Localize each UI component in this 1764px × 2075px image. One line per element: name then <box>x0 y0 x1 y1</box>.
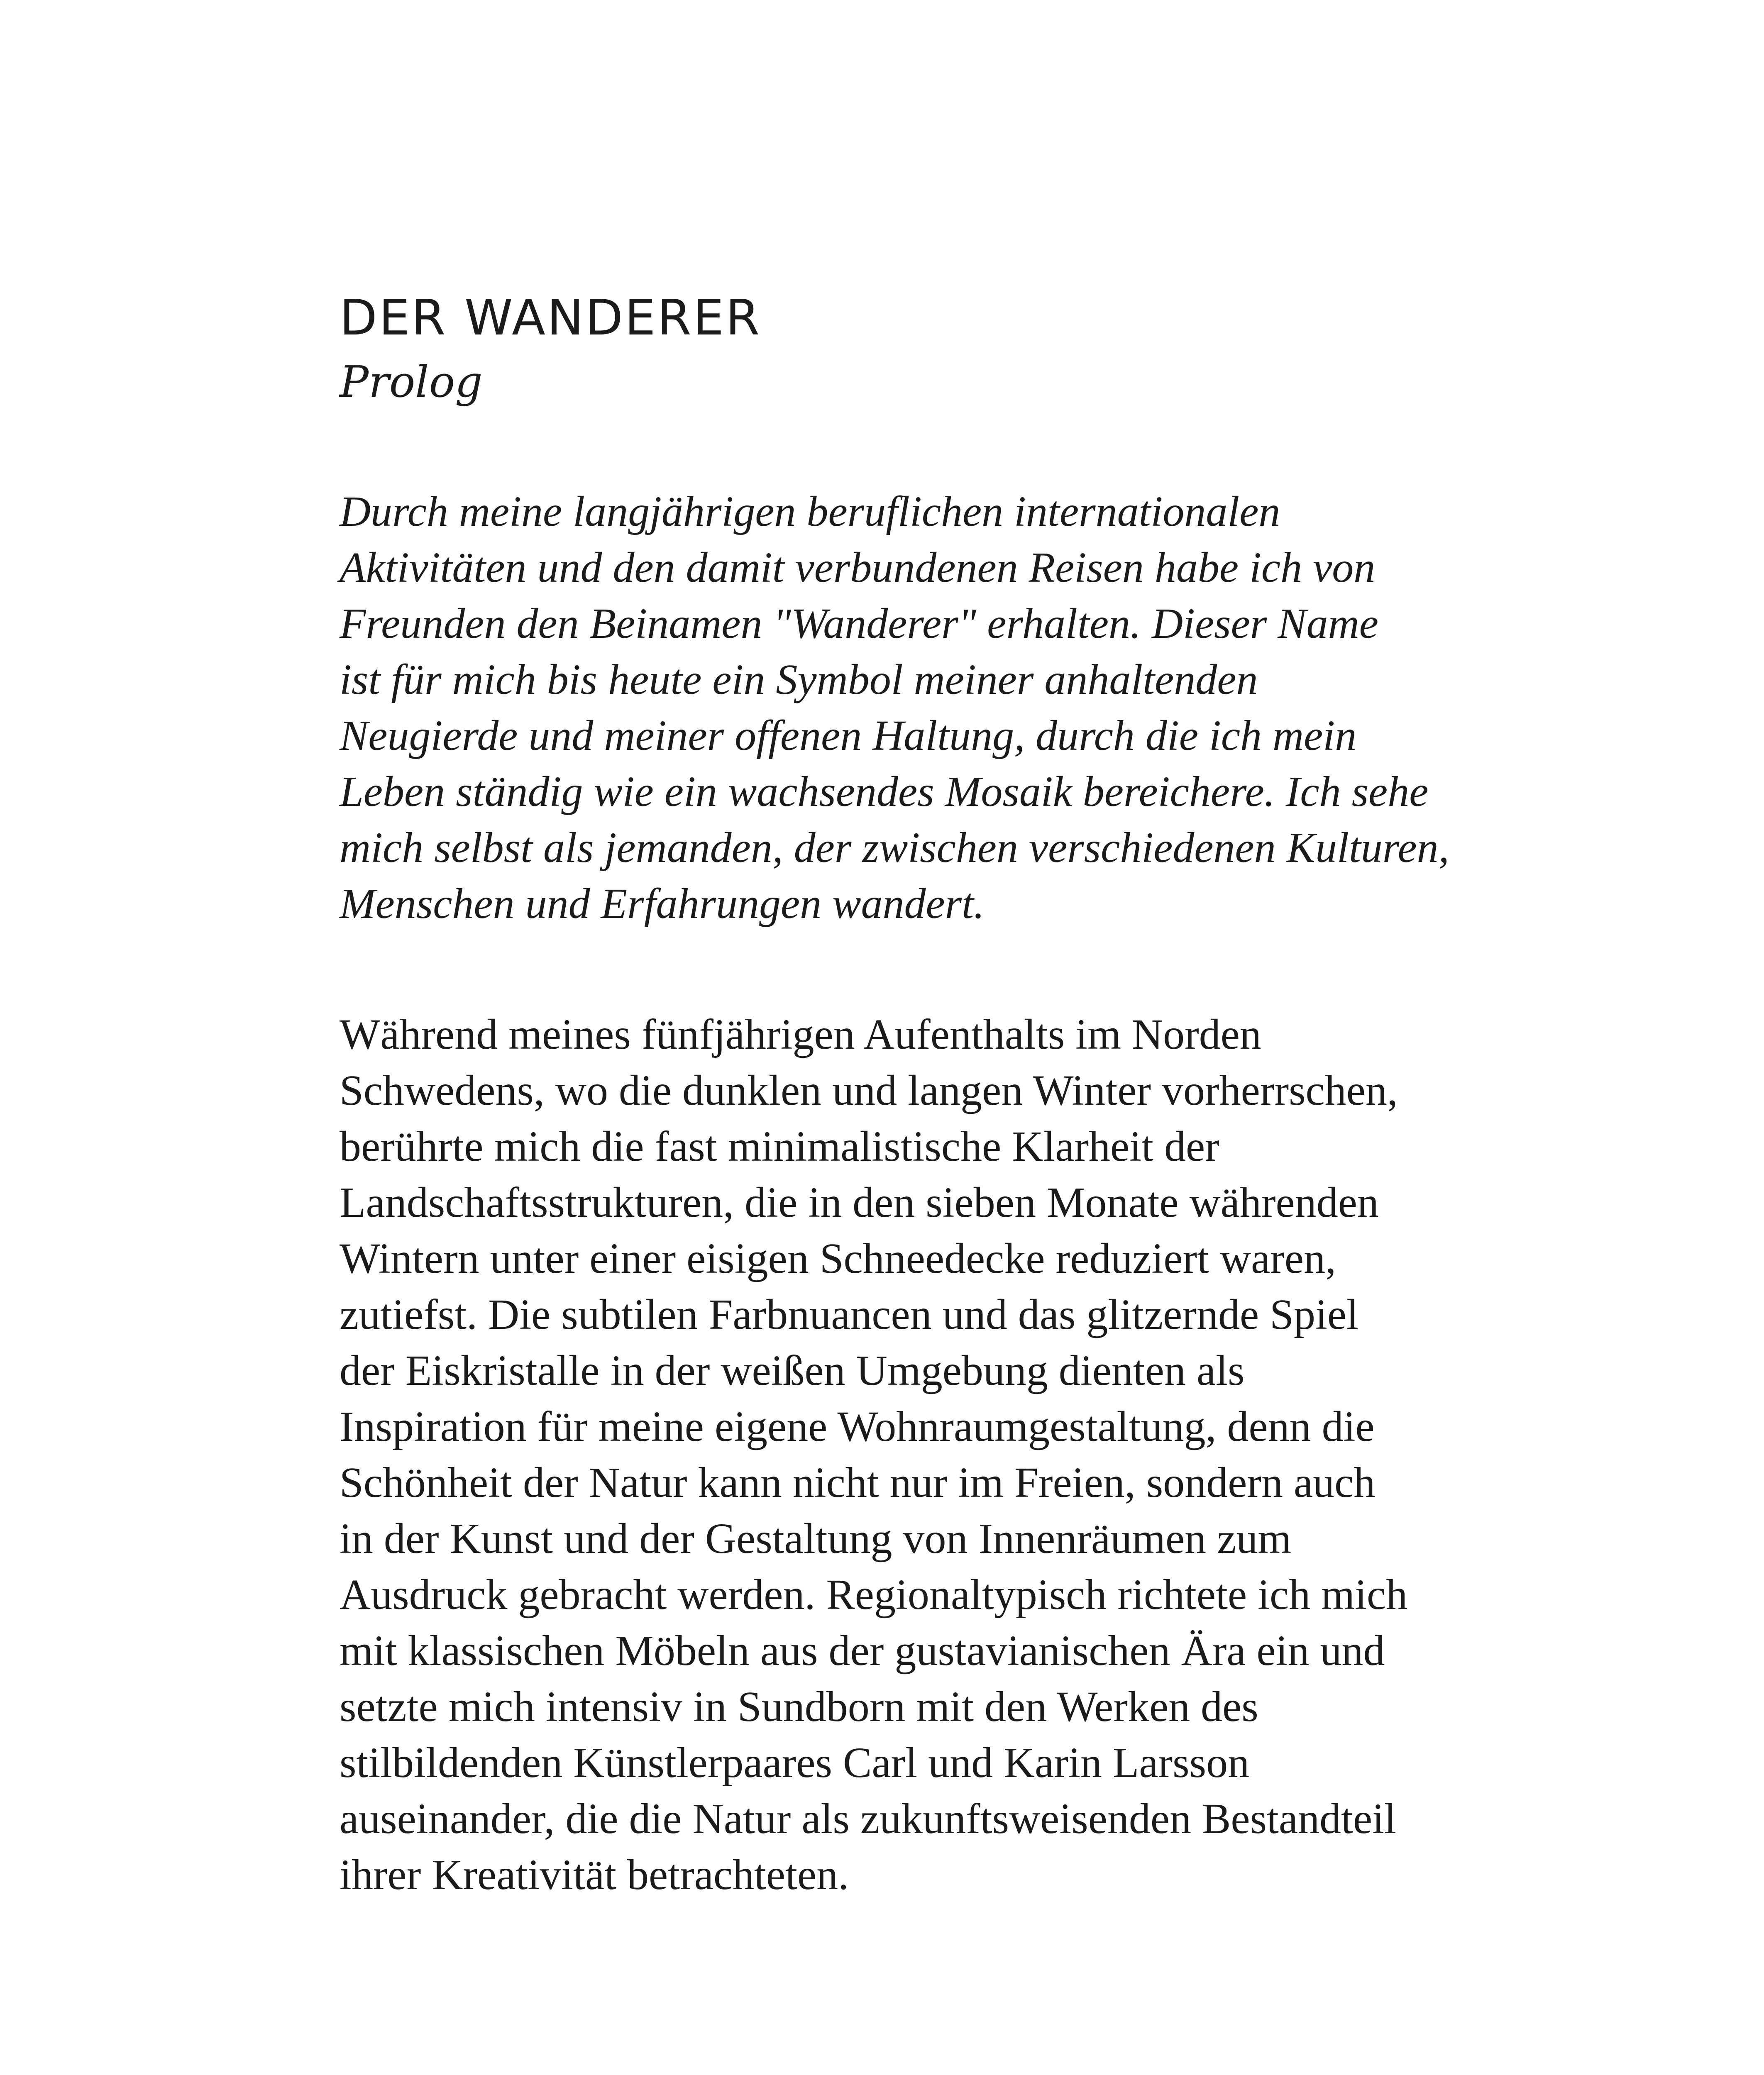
body-paragraph <box>340 1006 1709 1903</box>
body-line: Inspiration für meine eigene Wohnraumgestaltung, denn die <box>340 1403 1375 1450</box>
body-line: Landschaftsstrukturen, die in den sieben Monate währenden <box>340 1179 1379 1226</box>
prologue-line: Freunden den Beinamen "Wanderer" erhalten. Dieser Name <box>340 600 1378 647</box>
page-title: DER WANDERER <box>340 289 762 346</box>
prologue-line: Aktivitäten und den damit verbundenen Reisen habe ich von <box>340 544 1376 591</box>
body-line: stilbildenden Künstlerpaares Carl und Karin Larsson <box>340 1739 1250 1787</box>
prologue-paragraph <box>340 483 1709 932</box>
prologue-line: Neugierde und meiner offenen Haltung, durch die ich mein <box>340 712 1357 759</box>
body-line: Schwedens, wo die dunklen und langen Winter vorherrschen, <box>340 1067 1398 1114</box>
body-line: in der Kunst und der Gestaltung von Innenräumen zum <box>340 1515 1292 1562</box>
body-line: Während meines fünfjährigen Aufenthalts im Norden <box>340 1011 1261 1058</box>
body-line: der Eiskristalle in der weißen Umgebung dienten als <box>340 1347 1245 1394</box>
body-line: auseinander, die die Natur als zukunftsweisenden Bestandteil <box>340 1795 1396 1843</box>
prologue-line: Leben ständig wie ein wachsendes Mosaik bereichere. Ich sehe <box>340 768 1429 815</box>
page-subtitle: Prolog <box>340 356 483 407</box>
body-line: setzte mich intensiv in Sundborn mit den Werken des <box>340 1683 1258 1731</box>
prologue-line: Menschen und Erfahrungen wandert. <box>340 880 985 928</box>
body-line: zutiefst. Die subtilen Farbnuancen und das glitzernde Spiel <box>340 1291 1358 1338</box>
prologue-line: mich selbst als jemanden, der zwischen verschiedenen Kulturen, <box>340 824 1449 872</box>
body-line: berührte mich die fast minimalistische Klarheit der <box>340 1123 1219 1170</box>
body-line: Wintern unter einer eisigen Schneedecke reduziert waren, <box>340 1235 1336 1282</box>
body-line: mit klassischen Möbeln aus der gustavianischen Ära ein und <box>340 1627 1385 1675</box>
body-line: Ausdruck gebracht werden. Regionaltypisch richtete ich mich <box>340 1571 1408 1618</box>
prologue-line: ist für mich bis heute ein Symbol meiner anhaltenden <box>340 656 1258 703</box>
prologue-line: Durch meine langjährigen beruflichen internationalen <box>340 488 1280 535</box>
body-line: ihrer Kreativität betrachteten. <box>340 1851 849 1899</box>
body-line: Schönheit der Natur kann nicht nur im Freien, sondern auch <box>340 1459 1376 1506</box>
